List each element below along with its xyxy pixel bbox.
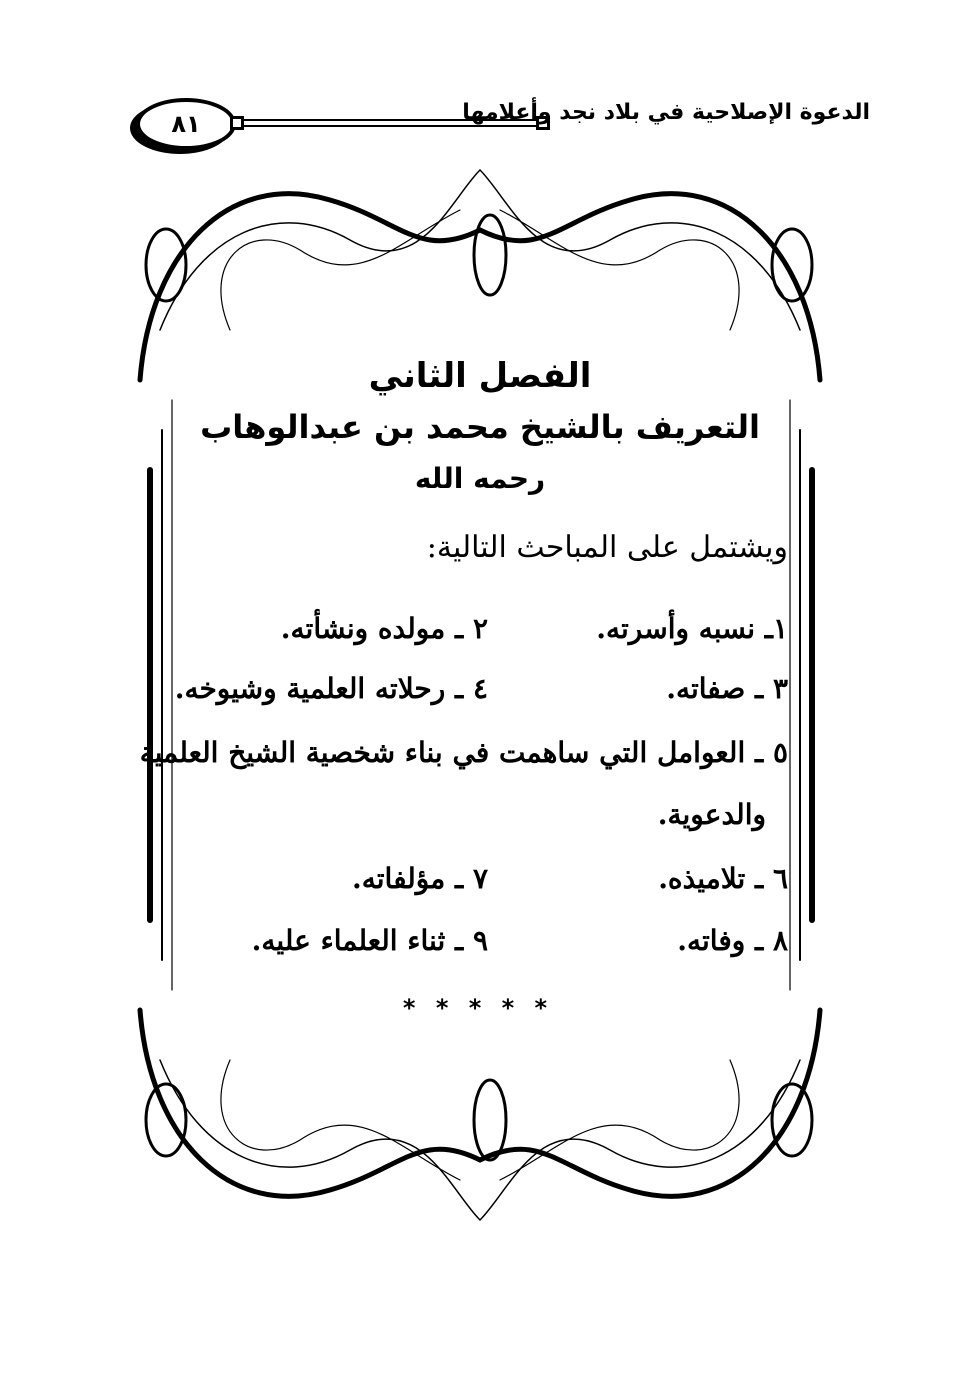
topic-row (252, 924, 788, 957)
section-separator: * * * * * (402, 994, 554, 1022)
topic-item: ٦ ـ تلاميذه. (658, 862, 788, 895)
chapter-subtitle: التعريف بالشيخ محمد بن عبدالوهاب (200, 408, 760, 446)
topic-item: ٧ ـ مؤلفاته. (352, 862, 488, 895)
chapter-title: الفصل الثاني (368, 356, 592, 396)
topic-item: ٨ ـ وفاته. (677, 924, 788, 957)
chapter-honorific: رحمه الله (414, 462, 546, 495)
topic-item: ٣ ـ صفاته. (666, 672, 788, 705)
topic-row (175, 672, 788, 705)
topic-item: ١ـ نسبه وأسرته. (596, 612, 788, 645)
running-title: الدعوة الإصلاحية في بلاد نجد وأعلامها (462, 100, 870, 125)
topic-item: ٢ ـ مولده ونشأته. (280, 612, 488, 645)
topic-item: ٥ ـ العوامل التي ساهمت في بناء شخصية الشيخ العلمية (139, 736, 788, 769)
topic-row (281, 612, 788, 645)
topic-item: ٤ ـ رحلاته العلمية وشيوخه. (174, 672, 488, 705)
page-number: ٨١ (171, 110, 201, 138)
topic-item-continuation: والدعوية. (657, 798, 766, 831)
topic-row (352, 862, 788, 895)
intro-line: ويشتمل على المباحث التالية: (426, 530, 788, 565)
topic-item: ٩ ـ ثناء العلماء عليه. (251, 924, 488, 957)
